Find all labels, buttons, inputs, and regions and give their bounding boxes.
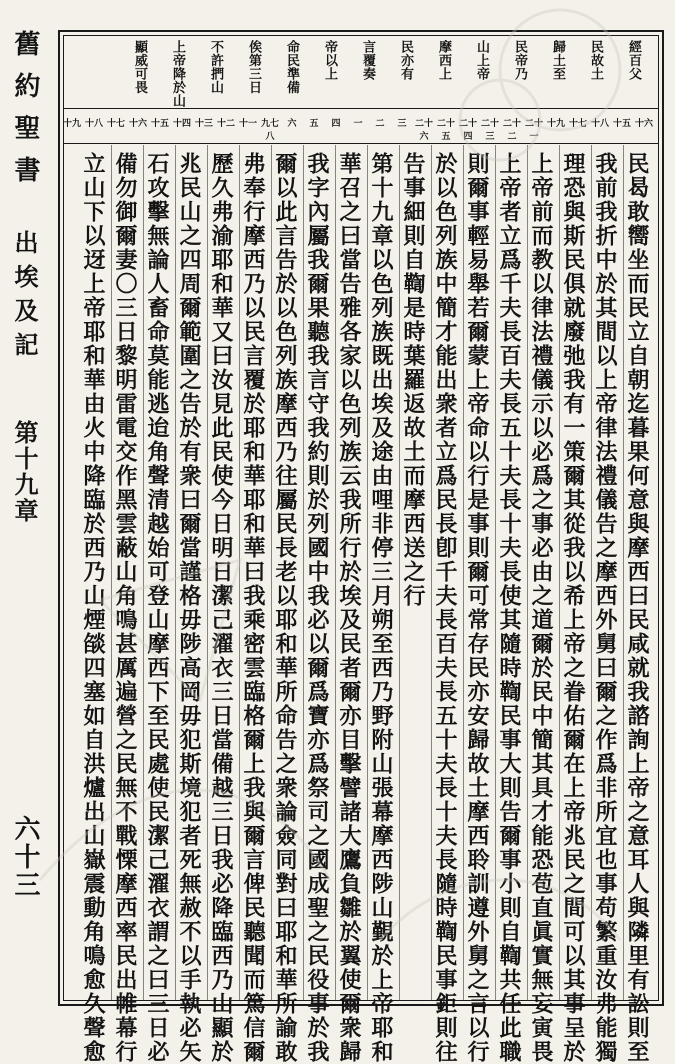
running-book-name: 出埃及記 — [10, 230, 39, 366]
header-note: 歸土至 — [550, 40, 565, 81]
column-rule — [463, 145, 464, 1001]
running-book-title: 舊約聖書 — [10, 30, 40, 198]
header-verse-number: 六 — [287, 119, 297, 129]
column-rule — [207, 145, 208, 1001]
column-rule — [559, 145, 560, 1001]
header-rule-lower — [63, 143, 659, 144]
text-column: 華召之曰當告雅各家以色列族云我所行於埃及民者爾亦目擊譬諸大鷹負雛於翼使爾衆歸 — [336, 152, 362, 1064]
header-verse-number: 十九 — [62, 119, 81, 129]
text-column: 備勿御爾妻〇三日黎明雷電交作黑雲蔽山角鳴甚厲遍營之民無不戰慄摩西率民出帷幕行 — [112, 152, 138, 1064]
header-verse-number: 十九 — [546, 119, 565, 129]
column-rule — [335, 145, 336, 1001]
text-column: 理恐與斯民俱就廢弛我有一策爾其從我以希上帝之眷佑爾在上帝兆民之間可以其事呈於 — [560, 152, 586, 1064]
header-verse-number: 十八 — [84, 119, 103, 129]
text-column: 於以色列族中簡才能出衆者立爲民長卽千夫長百夫長五十夫長十夫長隨時鞫民事鉅則往 — [432, 152, 458, 1064]
header-verse-number: 三 — [397, 119, 407, 129]
column-rule — [143, 145, 144, 1001]
header-note: 顯威可畏 — [132, 40, 147, 94]
text-column: 歷久弗渝耶和華又曰汝見此民使今日明日潔己濯衣三日當備越三日我必降臨西乃山顯於 — [208, 152, 234, 1064]
text-column: 石攻擊無論人畜命莫能逃迨角聲清越始可登山摩西下至民處使民潔己濯衣謂之曰三日必 — [144, 152, 170, 1064]
header-verse-number: 二十五 — [436, 119, 455, 142]
column-rule — [303, 145, 304, 1001]
column-rule — [111, 145, 112, 1001]
header-verse-number: 十一 — [238, 119, 257, 129]
text-column: 上帝前而教以律法禮儀示以必爲之事必由之道爾於民中簡其具才能恐苞直眞實無妄寅畏 — [528, 152, 554, 1064]
header-note: 俟第三日 — [246, 40, 261, 94]
header-verse-number: 二十六 — [414, 119, 433, 142]
text-column: 爾以此言告於以色列族摩西乃往屬民長老以耶和華所命告之衆論僉同對曰耶和華所諭敢 — [272, 152, 298, 1064]
header-verse-number: 一 — [353, 119, 363, 129]
header-verse-number: 二十四 — [458, 119, 477, 142]
header-rule — [63, 108, 659, 109]
header-verse-number: 十六 — [128, 119, 147, 129]
column-rule — [495, 145, 496, 1001]
text-column: 則爾事輕易舉若爾蒙上帝命以行是事則爾可常存民亦安歸故土摩西聆訓遵外舅之言以行 — [464, 152, 490, 1064]
column-rule — [367, 145, 368, 1001]
header-verse-number: 二 — [375, 119, 385, 129]
header-note: 摩西上 — [436, 40, 451, 81]
header-verse-number: 二十三 — [480, 119, 499, 142]
header-note: 言覆奏 — [360, 40, 375, 81]
header-verse-number: 十五 — [612, 119, 631, 129]
header-verse-number: 九七八 — [260, 119, 279, 142]
column-rule — [431, 145, 432, 1001]
page-number: 六十三 — [10, 815, 40, 899]
column-rule — [527, 145, 528, 1001]
header-note: 命民準備 — [284, 40, 299, 94]
header-verse-number: 二十一 — [524, 119, 543, 142]
header-verse-number: 十二 — [216, 119, 235, 129]
running-chapter: 第十九章 — [10, 420, 39, 524]
column-rule — [591, 145, 592, 1001]
header-verse-number: 十四 — [172, 119, 191, 129]
header-verse-number: 四 — [331, 119, 341, 129]
header-note: 民故土 — [588, 40, 603, 81]
header-verse-number: 十三 — [194, 119, 213, 129]
text-column: 第十九章以色列族既出埃及途由哩非停三月朔至西乃野附山張幕摩西陟山覲於上帝耶和 — [368, 152, 394, 1064]
text-column: 弗奉行摩西乃以民言覆於耶和華耶和華曰我乘密雲臨格爾上我與爾言俾民聽聞而篤信爾 — [240, 152, 266, 1064]
header-note: 民帝乃 — [512, 40, 527, 81]
column-rule — [399, 145, 400, 1001]
column-rule — [623, 145, 624, 1001]
header-note: 經百父 — [626, 40, 641, 81]
header-note: 山上帝 — [474, 40, 489, 81]
header-note: 上帝降於山 — [170, 40, 185, 108]
header-note: 民亦有 — [398, 40, 413, 81]
column-rule — [239, 145, 240, 1001]
header-note: 不許捫山 — [208, 40, 223, 94]
header-verse-number: 二十二 — [502, 119, 521, 142]
header-verse-number: 十六 — [634, 119, 653, 129]
header-verse-number: 十七 — [568, 119, 587, 129]
text-column: 兆民山之四周爾範圍之告於有衆曰爾當謹格毋陟高岡毋犯斯境犯者死無赦不以手執必矢 — [176, 152, 202, 1064]
text-column: 上帝者立爲千夫長百夫長五十夫長十夫長使其隨時鞫民事大則告爾事小則自鞫共任此職 — [496, 152, 522, 1064]
column-rule — [175, 145, 176, 1001]
header-verse-number: 十八 — [590, 119, 609, 129]
header-note: 帝以上 — [322, 40, 337, 81]
text-column: 我字內屬我爾果聽我言守我約則於列國中我必以爾爲寶亦爲祭司之國成聖之民役事於我 — [304, 152, 330, 1064]
text-column: 立山下以迓上帝耶和華由火中降臨於西乃山煙燄四塞如自洪爐出山嶽震動角鳴愈久聲愈 — [80, 152, 106, 1064]
header-verse-number: 十七 — [106, 119, 125, 129]
text-column: 民曷敢嚮坐而民立自朝迄暮果何意與摩西曰民咸就我諮詢上帝之意耳人與隣里有訟則至 — [624, 152, 650, 1064]
column-rule — [271, 145, 272, 1001]
header-verse-number: 五 — [309, 119, 319, 129]
text-column: 我前我折中於其間以上帝律法禮儀告之摩西外舅曰爾之作爲非所宜也事苟繁重汝弗能獨 — [592, 152, 618, 1064]
header-verse-number: 十五 — [150, 119, 169, 129]
text-column: 告事細則自鞫是時葉羅返故土而摩西送之行 — [400, 152, 426, 608]
